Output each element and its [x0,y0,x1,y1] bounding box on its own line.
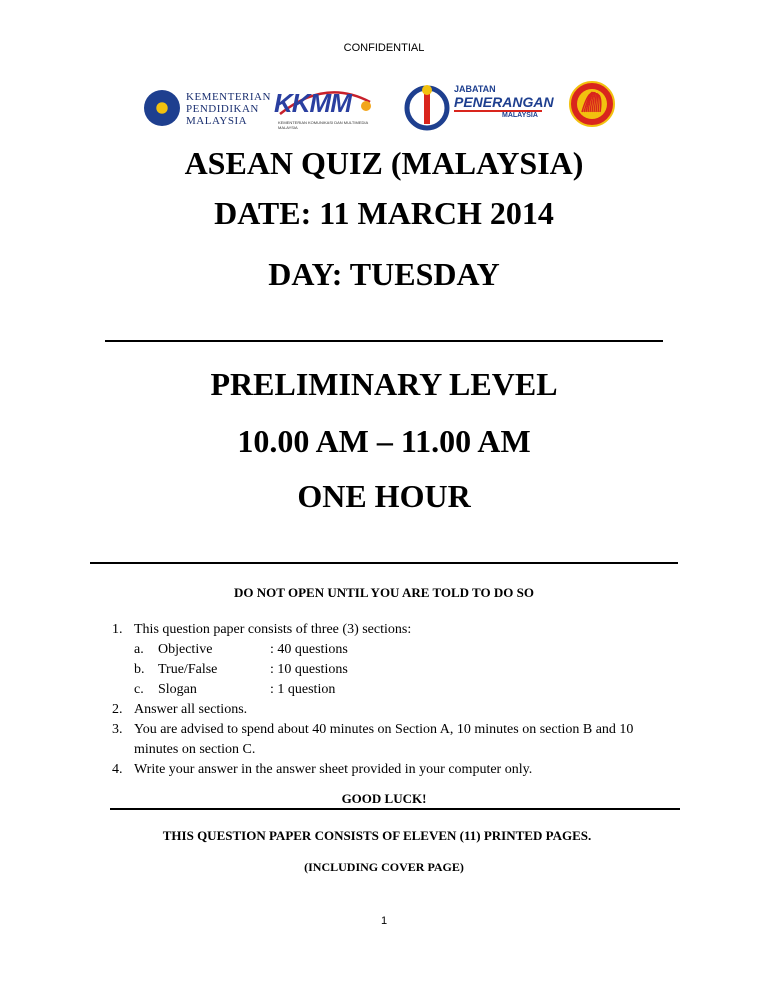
instruction-4: Write your answer in the answer sheet provided in your computer only. [134,762,533,777]
instruction-3: You are advised to spend about 40 minutes on Section A, 10 minutes on section B and 10 [134,722,634,737]
logo-row [140,76,620,136]
section-name: True/False [158,662,218,677]
instructions-list [0,620,768,780]
section-name: Objective [158,642,213,657]
divider-3 [110,808,680,810]
good-luck-text: GOOD LUCK! [341,791,427,806]
kpm-line-3: MALAYSIA [186,115,248,127]
cover-page-note: (INCLUDING COVER PAGE) [304,860,464,874]
section-count: : 40 questions [270,642,348,657]
instruction-2: Answer all sections. [134,702,248,717]
jpm-logo [402,76,554,136]
exam-day: DAY: TUESDAY [268,256,500,292]
divider-1 [105,340,663,342]
section-letter: c. [134,682,144,697]
kkmm-logo [270,76,380,136]
confidential-label: CONFIDENTIAL [343,42,425,54]
section-count: : 10 questions [270,662,348,677]
kpm-logo [140,76,271,136]
page-count-note: THIS QUESTION PAPER CONSISTS OF ELEVEN (11) PRINTED PAGES. [162,828,592,843]
page-number: 1 [380,915,388,927]
kkmm-wordmark: KKMM [274,88,351,118]
instruction-number: 2. [112,702,123,717]
quiz-title: ASEAN QUIZ (MALAYSIA) [184,145,584,181]
section-count: : 1 question [270,682,336,697]
kkmm-subtitle: KEMENTERIAN KOMUNIKASI DAN MULTIMEDIA MALAYSIA [278,120,368,130]
section-letter: b. [134,662,145,677]
instruction-1: This question paper consists of three (3) sections: [134,622,412,637]
jpm-emblem-icon [402,80,452,132]
notice-text: DO NOT OPEN UNTIL YOU ARE TOLD TO DO SO [234,585,534,600]
kpm-line-2: PENDIDIKAN [186,103,259,115]
section-letter: a. [134,642,144,657]
exam-time: 10.00 AM – 11.00 AM [237,423,531,459]
exam-duration: ONE HOUR [297,478,471,514]
kpm-emblem-icon [144,90,180,126]
instruction-number: 3. [112,722,123,737]
kpm-line-1: KEMENTERIAN [186,91,271,103]
jpm-line-3: MALAYSIA [502,112,538,119]
exam-level: PRELIMINARY LEVEL [210,366,558,402]
divider-2 [90,562,678,564]
asean-emblem-icon [568,80,616,128]
exam-date: DATE: 11 MARCH 2014 [214,195,554,231]
jpm-line-2: PENERANGAN [454,94,554,110]
instruction-number: 1. [112,622,123,637]
jpm-line-1: JABATAN [454,84,496,94]
section-name: Slogan [158,682,197,697]
instruction-number: 4. [112,762,123,777]
instruction-3-cont: minutes on section C. [134,742,256,757]
